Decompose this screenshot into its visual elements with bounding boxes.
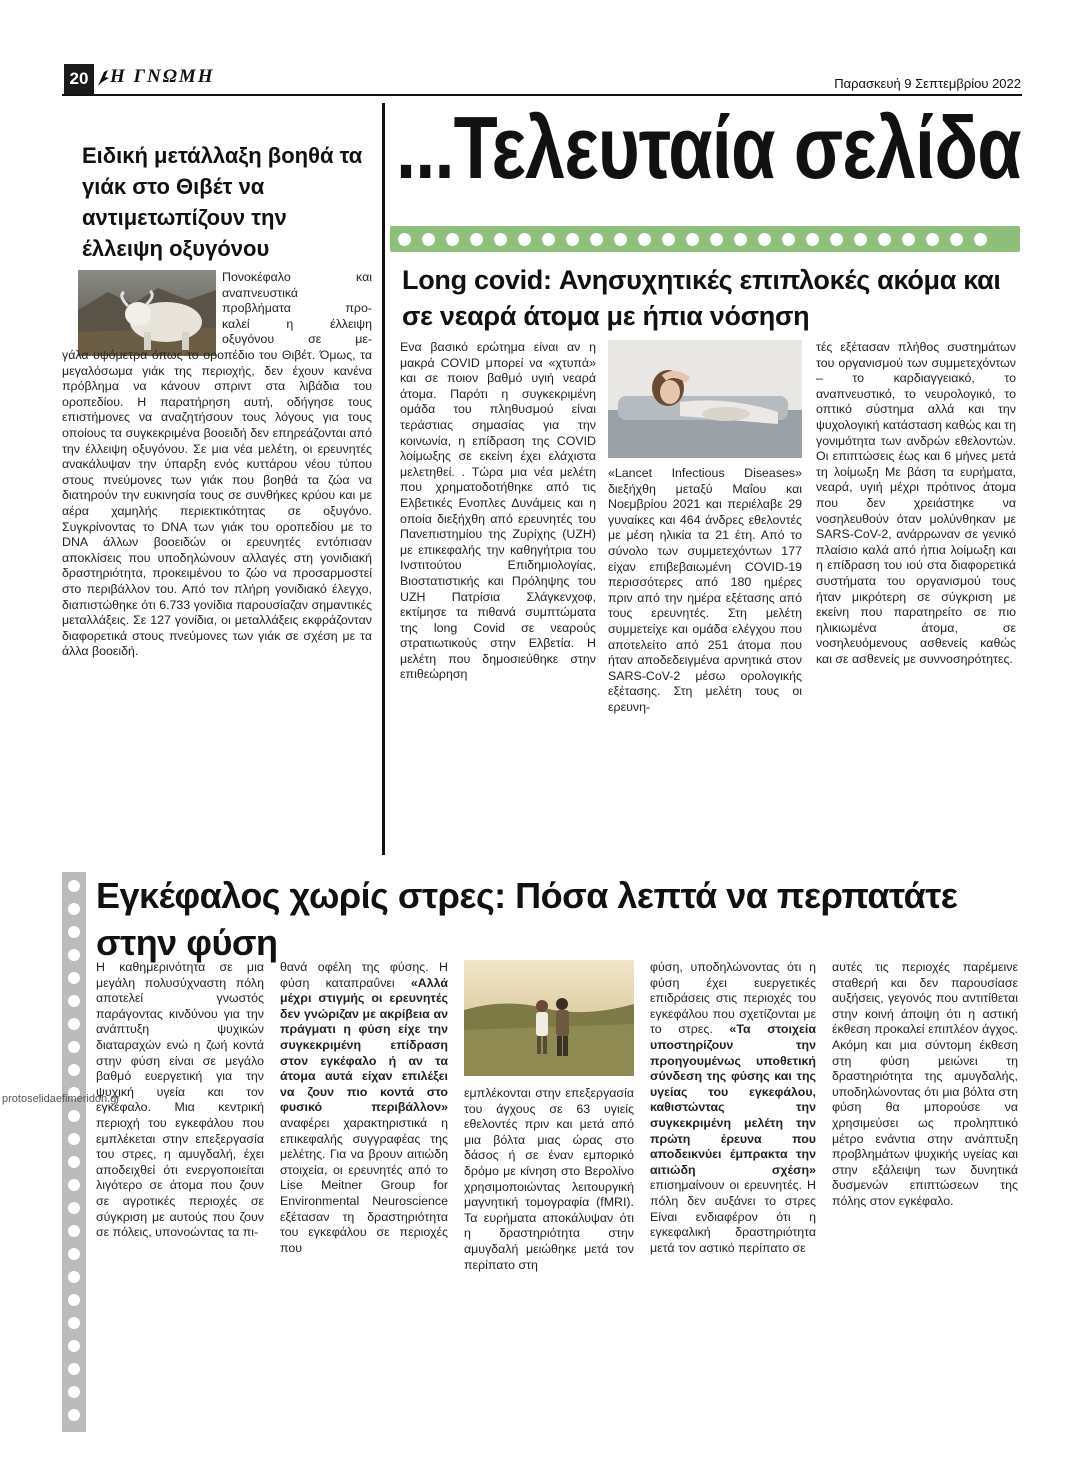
brain-col-4-quote: «Τα στοιχεία υποστηρίζουν την προηγουμένως υποθετική σύνδεση της φύσης και της υγείας του εγκεφάλου, καθιστώντας την συγκεκριμένη μελέτη την πρώτη έρευνα που αποδεικνύει έμπρακτα την αιτιώδη σχέση» xyxy=(650,1022,816,1177)
film-hole xyxy=(68,1179,80,1191)
yak-body xyxy=(62,348,372,660)
dot-decoration xyxy=(470,233,483,246)
header-rule xyxy=(62,94,1022,96)
film-hole xyxy=(68,1064,80,1076)
dot-decoration xyxy=(542,233,555,246)
film-hole xyxy=(68,1156,80,1168)
dot-decoration xyxy=(902,233,915,246)
publication-logo: Η ΓΝΩΜΗ xyxy=(110,66,215,87)
yak-intro xyxy=(222,270,372,348)
brain-col-1 xyxy=(96,960,264,1241)
yak-intro-line: Πονοκέφαλο και xyxy=(222,270,372,284)
brain-col-5-text: αυτές τις περιοχές παρέμεινε σταθερή και δεν παρουσίασε αυξήσεις, γεγονός που αντιτίθεται στην κοινή άποψη ότι η αστική έκθεση προκαλεί επιπλέον άγχος. Ακόμη και μια σύντομη έκθεση στη φύση μειώνει τη δραστηριότητα της αμυγδαλής, υποδηλώνοντας ότι μια βόλτα στη φύση θα μπορούσε να χρησιμεύσει ως προληπτικό μέτρο ενάντια στην ανάπτυξη προβλημάτων ψυχικής υγείας και στην εξάλειψη των δυνητικά δυσμενών επιπτώσεων της πόλης στον εγκέφαλο. xyxy=(832,960,1018,1208)
brain-col-3 xyxy=(464,1086,634,1273)
dot-decoration xyxy=(566,233,579,246)
brain-col-2 xyxy=(280,960,448,1256)
dot-decoration xyxy=(830,233,843,246)
dot-decoration xyxy=(926,233,939,246)
dot-decoration xyxy=(854,233,867,246)
film-hole xyxy=(68,1041,80,1053)
dot-decoration xyxy=(950,233,963,246)
covid-col-1 xyxy=(400,340,596,683)
film-hole xyxy=(68,995,80,1007)
film-hole xyxy=(68,1363,80,1375)
film-hole xyxy=(68,972,80,984)
covid-col-3-text: τές εξέτασαν πλήθος συστημάτων του οργανισμού των συμμετεχόντων – το καρδιαγγειακό, το αναπνευστικό, το νευρολογικό, το οπτικό σύστημα αλλά και την ψυχολογική κατάσταση καθώς και τη γονιμότητα των ανδρών εθελοντών. Οι επιπτώσεις έως και 6 μήνες μετά τη λοίμωξη Με βάση τα ευρήματα, νεαρά, υγιή μέχρι πρότινος άτομα που δεν χρειάστηκε να νοσηλευθούν όταν μολύνθηκαν με SARS-CoV-2, ανάρρωναν σε γενικό πλαίσιο καλά από ήπια λοίμωξη και η επίδραση του ιού στα διαφορετικά συστήματα του οργανισμού τους ήταν μικρότερη σε σύγκριση με εκείνη που παρατηρείτο σε πιο ηλικιωμένα άτομα, σε νοσηλευόμενους ασθενείς καθώς και σε ασθενείς με συννοσηρότητες. xyxy=(816,340,1016,666)
dotted-green-bar xyxy=(390,226,1020,252)
dot-decoration xyxy=(806,233,819,246)
brain-col-2-intro: θανά οφέλη της φύσης. Η φύση καταπραΰνει xyxy=(280,960,448,990)
brain-col-4 xyxy=(650,960,816,1256)
yak-intro-line: καλεί η έλλειψη xyxy=(222,316,372,331)
yak-intro-line: προβλήματα προ- xyxy=(222,301,372,316)
dot-decoration xyxy=(446,233,459,246)
film-hole xyxy=(68,880,80,892)
film-hole xyxy=(68,1409,80,1421)
dot-decoration xyxy=(758,233,771,246)
dot-decoration xyxy=(734,233,747,246)
issue-date: Παρασκευή 9 Σεπτεμβρίου 2022 xyxy=(834,76,1021,91)
dot-decoration xyxy=(614,233,627,246)
bird-logo-icon xyxy=(96,68,110,88)
dot-decoration xyxy=(398,233,411,246)
dot-decoration xyxy=(686,233,699,246)
brain-headline xyxy=(96,872,1016,966)
watermark: protoselidaefimeridon.gr xyxy=(2,1093,121,1105)
dot-decoration xyxy=(974,233,987,246)
column-divider xyxy=(382,103,385,855)
section-title: ...Τελευταία σελίδα xyxy=(396,98,1021,197)
film-hole xyxy=(68,1386,80,1398)
covid-headline: Long covid: Ανησυχητικές επιπλοκές ακόμα και σε νεαρά άτομα με ήπια νόσηση xyxy=(402,265,1001,331)
dot-decoration xyxy=(662,233,675,246)
film-hole xyxy=(68,1271,80,1283)
yak-photo xyxy=(78,270,216,356)
couple-walking-photo xyxy=(464,960,634,1076)
brain-col-1-text: Η καθημερινότητα σε μια μεγάλη πολυσύχναστη πόλη αποτελεί γνωστός παράγοντας κινδύνου για την ανάπτυξη ψυχικών διαταραχών ενώ η ζωή κοντά στην φύση είναι σε μεγάλο βαθμό ευεργετική για την ψυχική υγεία και τον εγκέφαλο. Μια κεντρική περιοχή του εγκεφάλου που εμπλέκεται στην επεξεργασία του στρες, η αμυγδαλή, έχει αποδειχθεί ότι ενεργοποιείται λιγότερο σε άτομα που ζουν σε αγροτικές περιοχές σε σύγκριση με αυτούς που ζουν σε πόλεις, υπονοώντας τα πι- xyxy=(96,960,264,1240)
dot-decoration xyxy=(590,233,603,246)
dot-decoration xyxy=(518,233,531,246)
film-hole xyxy=(68,1248,80,1260)
brain-col-2-quote: «Αλλά μέχρι στιγμής οι ερευνητές δεν γνώριζαν με ακρίβεια αν πράγματι η φύση είχε την συγκεκριμένη επίδραση στον εγκέφαλο ή αν τα άτομα αυτά είχαν επιλέξει να ζουν πιο κοντά στο φυσικό περιβάλλον» xyxy=(280,975,448,1115)
brain-col-3-text: εμπλέκονται στην επεξεργασία του άγχους σε 63 υγιείς εθελοντές πριν και μετά από μια βόλτα μιας ώρας στο δάσος ή σε έναν εμπορικό δρόμο με κίνηση στο Βερολίνο χρησιμοποιώντας λειτουργική μαγνητική τομογραφία (fMRI). Τα ευρήματα αποκάλυψαν ότι η δραστηριότητα στην αμυγδαλή μειώθηκε μετά τον περίπατο στη xyxy=(464,1086,634,1272)
film-hole xyxy=(68,1202,80,1214)
yak-headline: Ειδική μετάλλαξη βοηθά τα γιάκ στο Θιβέτ να αντιμετωπίζουν την έλλειψη οξυγόνου xyxy=(82,143,363,261)
brain-col-4-b: επισημαίνουν οι ερευνητές. Η πόλη δεν αυξάνει το στρες Είναι ενδιαφέρον ότι η εγκεφαλική δραστηριότητα μετά τον αστικό περίπατο σε xyxy=(650,1178,816,1255)
film-hole xyxy=(68,1133,80,1145)
film-hole xyxy=(68,949,80,961)
dot-decoration xyxy=(878,233,891,246)
film-strip-decoration xyxy=(62,872,86,1432)
dot-decoration xyxy=(782,233,795,246)
yak-intro-line: αναπνευστικά xyxy=(222,285,299,300)
brain-headline-line-2: στην φύση xyxy=(96,922,278,963)
film-hole xyxy=(68,1340,80,1352)
covid-col-2 xyxy=(608,466,802,716)
film-hole xyxy=(68,903,80,915)
covid-col-1-text: Ενα βασικό ερώτημα είναι αν η μακρά COVID μπορεί να «χτυπά» και σε ποιον βαθμό υγιή νεαρά άτομα. Παρότι η συγκεκριμένη ομάδα του πληθυσμού είναι τεράστιας σημασίας για την κοινωνία, η επίδραση της COVID λοίμωξης σε εκείνη έχει ελάχιστα μελετηθεί. . Τώρα μια νέα μελέτη που χρηματοδοτήθηκε από τις Ελβετικές Ενοπλες Δυνάμεις και η οποία διεξήχθη από ερευνητές του Πανεπιστημίου της Ζυρίχης (UZH) με επικεφαλής την καθηγήτρια του Ινστιτούτου Επιδημιολογίας, Βιοστατιστικής και Πρόληψης του UZH Πατρίσια Σλάγκενχοφ, εκτίμησε τα πιθανά συμπτώματα της long Covid σε νεαρούς στρατιωτικούς στην Ελβετία. Η μελέτη που δημοσιεύθηκε στην επιθεώρηση xyxy=(400,340,596,682)
film-hole xyxy=(68,1225,80,1237)
film-hole xyxy=(68,1110,80,1122)
yak-intro-line: οξυγόνου σε με- xyxy=(222,332,372,347)
page-number: 20 xyxy=(64,64,94,94)
brain-col-4-a: φύση, υποδηλώνοντας ότι η φύση έχει ευεργετικές επιδράσεις στις περιοχές του εγκεφάλου που σχετίζονται με το στρες. xyxy=(650,960,816,1037)
yak-body-text: γάλα υψόμετρα όπως το οροπέδιο του Θιβέτ. Όμως, τα μεγαλόσωμα γιάκ της περιοχής, δεν έχουν κανένα πρόβλημα να κάνουν σπριντ στα λιβάδια του οροπεδίου. Η παρατήρηση αυτή, οδήγησε τους επιστήμονες να αναζητήσουν τους λόγους για τους οποίους τα συγκεκριμένα βοοειδή δεν επηρεάζονται από την έλλειψη οξυγόνου. Σε μια νέα μελέτη, οι ερευνητές ανακάλυψαν την ύπαρξη ενός κυττάρου νέου τύπου στους πνεύμονες των γιάκ που βοηθά τα ζώα να διατηρούν την ευκινησία τους σε συνθήκες κρύου και με αέρα χαμηλής περιεκτικότητας σε οξυγόνο. Συγκρίνοντας το DNA των γιάκ του οροπεδίου με το DNA άλλων βοοειδών οι ερευνητές εντόπισαν αποκλίσεις που υποδηλώνουν αλλαγές στη γονιδιακή δραστηριότητα, προκειμένου το ζώο να προσαρμοστεί στο περιβάλλον του. Από τον πλήρη γονιδιακό έλεγχο, διαπιστώθηκε ότι 6.733 γονίδια παρουσίαζαν σημαντικές μεταλλάξεις. Σε 127 γονίδια, οι μεταλλάξεις εκφράζονταν διαφορετικά στους πνεύμονες των γιάκ σε σχέση με τα άλλα βοοειδή. xyxy=(62,348,372,659)
brain-col-5 xyxy=(832,960,1018,1210)
woman-on-sofa-photo xyxy=(608,340,802,458)
brain-headline-line-1: Εγκέφαλος χωρίς στρες: Πόσα λεπτά να περπατάτε xyxy=(96,875,958,916)
film-hole xyxy=(68,1018,80,1030)
film-hole xyxy=(68,1294,80,1306)
covid-col-2-text: «Lancet Infectious Diseases» διεξήχθη μεταξύ Μαΐου και Νοεμβρίου 2021 και περιέλαβε 29 γυναίκες και 464 άνδρες εθελοντές με μέση ηλικία τα 21 έτη. Από το σύνολο των συμμετεχόντων 177 είχαν επιβεβαιωμένη COVID-19 περισσότερες από 180 ημέρες πριν από την ημέρα εξέτασης από τους ερευνητές. Στη μελέτη συμμετείχε και ομάδα ελέγχου που αποτελείτο από 251 άτομα που ήταν αποδεδειγμένα αρνητικά στον SARS-CoV-2 μέσω ορολογικής εξέτασης. Στη μελέτη τους οι ερευνη- xyxy=(608,466,802,714)
film-hole xyxy=(68,926,80,938)
dot-decoration xyxy=(494,233,507,246)
dot-decoration xyxy=(710,233,723,246)
covid-col-3 xyxy=(816,340,1016,667)
brain-col-2-rest: αναφέρει χαρακτηριστικά η επικεφαλής συγγραφέας της μελέτης. Για να βρουν αιτιώδη στοιχεία, οι ερευνητές από το Lise Meitner Group for Environmental Neuroscience εξέτασαν τη δραστηριότητα του εγκεφάλου σε περιοχές που xyxy=(280,1115,448,1255)
film-hole xyxy=(68,1317,80,1329)
dot-decoration xyxy=(638,233,651,246)
dot-decoration xyxy=(422,233,435,246)
